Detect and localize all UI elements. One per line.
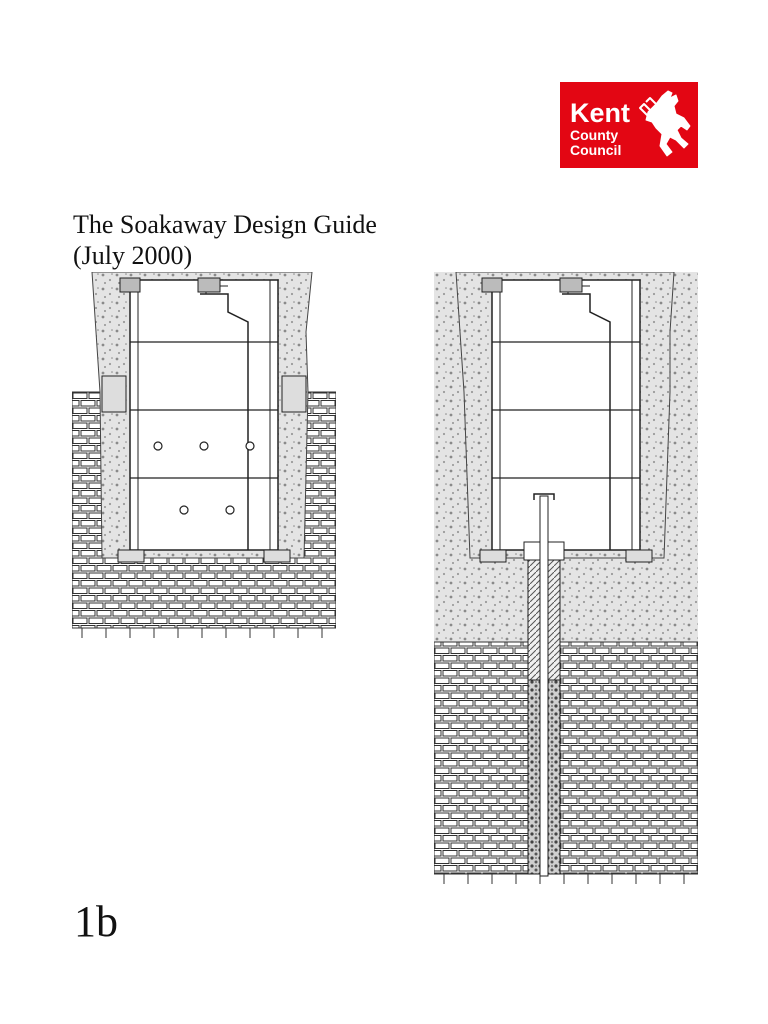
borehole-soakaway-illustration	[434, 272, 698, 884]
document-title-line-2: (July 2000)	[73, 241, 193, 270]
logo-text-kent: Kent	[570, 98, 630, 128]
logo-text-county: County	[570, 127, 619, 143]
ring-soakaway-illustration	[72, 272, 336, 638]
document-title	[73, 209, 377, 271]
document-title-line-1: The Soakaway Design Guide	[73, 210, 377, 239]
kent-county-council-logo	[560, 82, 698, 168]
page-label: 1b	[74, 897, 118, 946]
logo-text-council: Council	[570, 142, 622, 158]
